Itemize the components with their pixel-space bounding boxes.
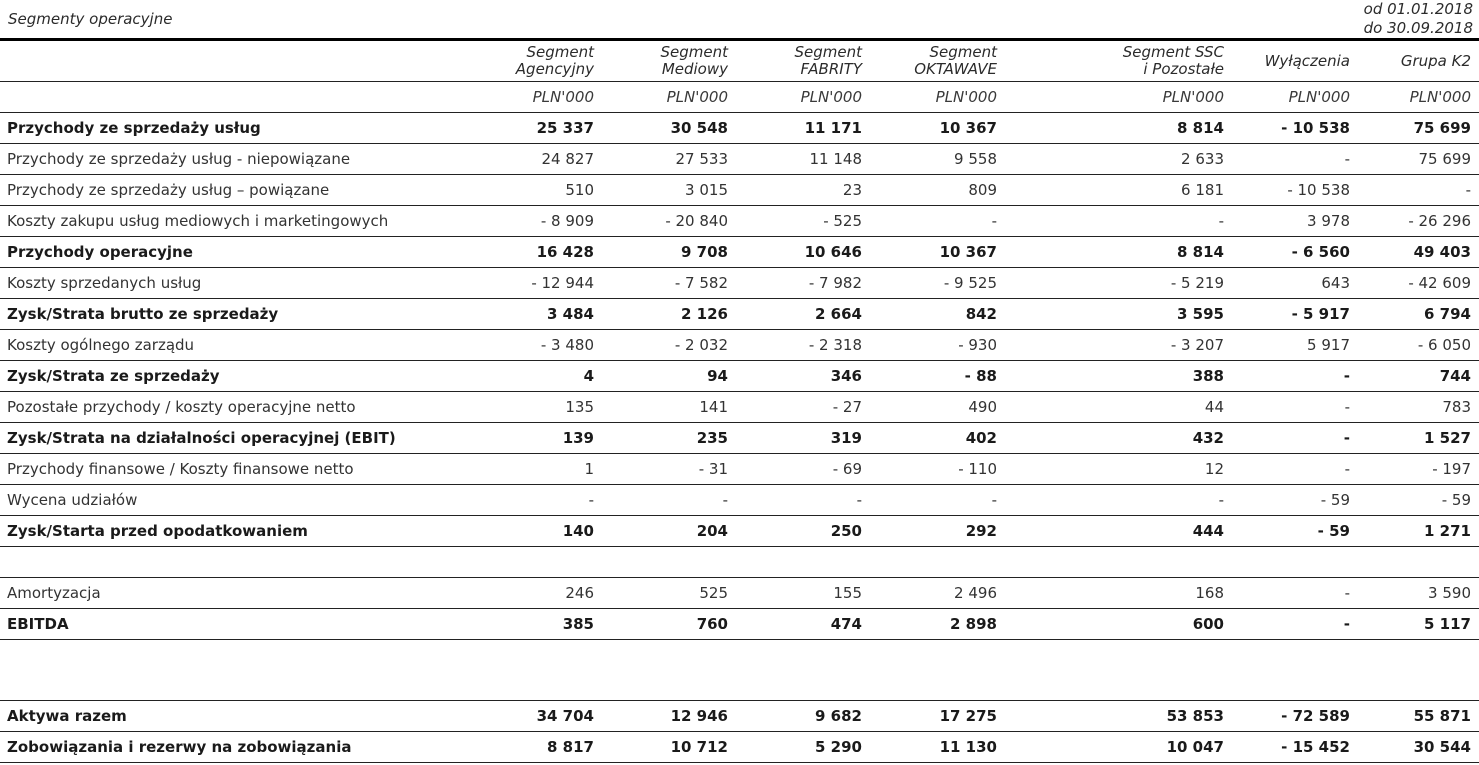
value-cell: - 20 840 <box>602 206 736 237</box>
value-cell: 319 <box>736 423 870 454</box>
column-header-row <box>0 41 1479 82</box>
value-cell: - 525 <box>736 206 870 237</box>
value-cell: - <box>478 485 602 516</box>
table-row <box>0 113 1479 144</box>
value-cell: - 15 452 <box>1232 732 1358 763</box>
value-cell: 140 <box>478 516 602 547</box>
value-cell: - 5 219 <box>1005 268 1232 299</box>
value-cell: - 69 <box>736 454 870 485</box>
value-cell: 643 <box>1232 268 1358 299</box>
col-header-grupa: Grupa K2 <box>1358 41 1479 82</box>
value-cell: 16 428 <box>478 237 602 268</box>
value-cell: 246 <box>478 578 602 609</box>
value-cell: 24 827 <box>478 144 602 175</box>
value-cell: 474 <box>736 609 870 640</box>
value-cell: - 5 917 <box>1232 299 1358 330</box>
value-cell: 2 898 <box>870 609 1005 640</box>
value-cell: 3 015 <box>602 175 736 206</box>
value-cell: 34 704 <box>478 701 602 732</box>
unit-cell: PLN'000 <box>1358 82 1479 113</box>
value-cell: 510 <box>478 175 602 206</box>
row-label: Zysk/Strata na działalności operacyjnej (EBIT) <box>0 423 478 454</box>
value-cell: - <box>1232 361 1358 392</box>
value-cell: - 2 318 <box>736 330 870 361</box>
table-row <box>0 144 1479 175</box>
value-cell: 12 <box>1005 454 1232 485</box>
value-cell: 2 496 <box>870 578 1005 609</box>
value-cell: - 7 582 <box>602 268 736 299</box>
value-cell: - <box>736 485 870 516</box>
table-row <box>0 701 1479 732</box>
value-cell: 3 484 <box>478 299 602 330</box>
value-cell: 6 181 <box>1005 175 1232 206</box>
value-cell: 3 978 <box>1232 206 1358 237</box>
value-cell: - 59 <box>1358 485 1479 516</box>
value-cell: 783 <box>1358 392 1479 423</box>
value-cell: - <box>870 485 1005 516</box>
value-cell: 235 <box>602 423 736 454</box>
row-label: Zysk/Strata ze sprzedaży <box>0 361 478 392</box>
row-label: Przychody finansowe / Koszty finansowe netto <box>0 454 478 485</box>
value-cell: 17 275 <box>870 701 1005 732</box>
table-row <box>0 732 1479 763</box>
value-cell: 432 <box>1005 423 1232 454</box>
col-header-fabrity: Segment FABRITY <box>736 41 870 82</box>
value-cell: 204 <box>602 516 736 547</box>
table-row <box>0 485 1479 516</box>
value-cell: 49 403 <box>1358 237 1479 268</box>
unit-cell: PLN'000 <box>602 82 736 113</box>
table-row <box>0 516 1479 547</box>
page-title: Segmenty operacyjne <box>8 10 173 28</box>
value-cell: 10 646 <box>736 237 870 268</box>
value-cell: - 42 609 <box>1358 268 1479 299</box>
row-label: EBITDA <box>0 609 478 640</box>
row-label: Pozostałe przychody / koszty operacyjne netto <box>0 392 478 423</box>
value-cell: - 197 <box>1358 454 1479 485</box>
value-cell: 23 <box>736 175 870 206</box>
value-cell: - 59 <box>1232 516 1358 547</box>
value-cell: - 26 296 <box>1358 206 1479 237</box>
value-cell: 5 290 <box>736 732 870 763</box>
value-cell: - 72 589 <box>1232 701 1358 732</box>
value-cell: - <box>1005 206 1232 237</box>
value-cell: 250 <box>736 516 870 547</box>
col-header-oktawave: Segment OKTAWAVE <box>870 41 1005 82</box>
value-cell: 155 <box>736 578 870 609</box>
table-row <box>0 392 1479 423</box>
value-cell: 30 548 <box>602 113 736 144</box>
value-cell: 444 <box>1005 516 1232 547</box>
value-cell: - 2 032 <box>602 330 736 361</box>
table-row <box>0 609 1479 640</box>
row-label: Przychody ze sprzedaży usług – powiązane <box>0 175 478 206</box>
value-cell: - 10 538 <box>1232 113 1358 144</box>
table-row <box>0 454 1479 485</box>
value-cell: 55 871 <box>1358 701 1479 732</box>
value-cell: 9 708 <box>602 237 736 268</box>
value-cell: 402 <box>870 423 1005 454</box>
value-cell: 135 <box>478 392 602 423</box>
value-cell: 5 117 <box>1358 609 1479 640</box>
value-cell: 25 337 <box>478 113 602 144</box>
value-cell: 388 <box>1005 361 1232 392</box>
value-cell: 600 <box>1005 609 1232 640</box>
table-row <box>0 330 1479 361</box>
unit-cell: PLN'000 <box>870 82 1005 113</box>
value-cell: - 930 <box>870 330 1005 361</box>
value-cell: 12 946 <box>602 701 736 732</box>
value-cell: 53 853 <box>1005 701 1232 732</box>
value-cell: - <box>1005 485 1232 516</box>
value-cell: - 6 560 <box>1232 237 1358 268</box>
col-header-mediowy: Segment Mediowy <box>602 41 736 82</box>
value-cell: - <box>1232 454 1358 485</box>
value-cell: - 3 207 <box>1005 330 1232 361</box>
col-header-ssc: Segment SSC i Pozostałe <box>1005 41 1232 82</box>
value-cell: 1 271 <box>1358 516 1479 547</box>
value-cell: - 8 909 <box>478 206 602 237</box>
value-cell: 3 595 <box>1005 299 1232 330</box>
row-label: Zobowiązania i rezerwy na zobowiązania <box>0 732 478 763</box>
value-cell: 760 <box>602 609 736 640</box>
row-label: Przychody ze sprzedaży usług <box>0 113 478 144</box>
value-cell: 1 <box>478 454 602 485</box>
table-row <box>0 268 1479 299</box>
value-cell: 27 533 <box>602 144 736 175</box>
table-row <box>0 423 1479 454</box>
value-cell: 11 148 <box>736 144 870 175</box>
value-cell: 292 <box>870 516 1005 547</box>
segments-table <box>0 41 1479 763</box>
value-cell: 30 544 <box>1358 732 1479 763</box>
value-cell: - 31 <box>602 454 736 485</box>
value-cell: - 27 <box>736 392 870 423</box>
value-cell: - 7 982 <box>736 268 870 299</box>
value-cell: 10 367 <box>870 237 1005 268</box>
value-cell: - <box>602 485 736 516</box>
value-cell: 2 633 <box>1005 144 1232 175</box>
col-header-agencyjny: Segment Agencyjny <box>478 41 602 82</box>
value-cell: 346 <box>736 361 870 392</box>
value-cell: - 12 944 <box>478 268 602 299</box>
value-cell: - <box>1232 423 1358 454</box>
value-cell: - <box>1232 144 1358 175</box>
table-row <box>0 175 1479 206</box>
period-to: do 30.09.2018 <box>1363 19 1473 37</box>
value-cell: 168 <box>1005 578 1232 609</box>
value-cell: - 110 <box>870 454 1005 485</box>
value-cell: - 88 <box>870 361 1005 392</box>
value-cell: 490 <box>870 392 1005 423</box>
row-label: Przychody ze sprzedaży usług - niepowiązane <box>0 144 478 175</box>
value-cell: - 3 480 <box>478 330 602 361</box>
value-cell: 2 664 <box>736 299 870 330</box>
value-cell: - 10 538 <box>1232 175 1358 206</box>
value-cell: 10 712 <box>602 732 736 763</box>
value-cell: 141 <box>602 392 736 423</box>
value-cell: 3 590 <box>1358 578 1479 609</box>
unit-cell: PLN'000 <box>1005 82 1232 113</box>
row-label: Przychody operacyjne <box>0 237 478 268</box>
value-cell: 139 <box>478 423 602 454</box>
value-cell: 75 699 <box>1358 144 1479 175</box>
value-cell: - <box>1232 578 1358 609</box>
value-cell: 2 126 <box>602 299 736 330</box>
value-cell: 6 794 <box>1358 299 1479 330</box>
row-label: Zysk/Strata brutto ze sprzedaży <box>0 299 478 330</box>
table-row <box>0 299 1479 330</box>
value-cell: 75 699 <box>1358 113 1479 144</box>
value-cell: 5 917 <box>1232 330 1358 361</box>
value-cell: 94 <box>602 361 736 392</box>
value-cell: 9 682 <box>736 701 870 732</box>
value-cell: 8 814 <box>1005 113 1232 144</box>
value-cell: 385 <box>478 609 602 640</box>
col-header-wylaczenia: Wyłączenia <box>1232 41 1358 82</box>
value-cell: - 6 050 <box>1358 330 1479 361</box>
period-range <box>1364 0 1473 38</box>
unit-cell: PLN'000 <box>478 82 602 113</box>
value-cell: 10 367 <box>870 113 1005 144</box>
value-cell: 809 <box>870 175 1005 206</box>
spacer-row <box>0 547 1479 578</box>
value-cell: 9 558 <box>870 144 1005 175</box>
row-label: Koszty zakupu usług mediowych i marketingowych <box>0 206 478 237</box>
spacer-row <box>0 640 1479 701</box>
row-label: Koszty sprzedanych usług <box>0 268 478 299</box>
table-row <box>0 237 1479 268</box>
label-column-header <box>0 41 478 82</box>
value-cell: 44 <box>1005 392 1232 423</box>
period-from: od 01.01.2018 <box>1363 0 1473 18</box>
table-row <box>0 206 1479 237</box>
unit-cell: PLN'000 <box>736 82 870 113</box>
unit-row <box>0 82 1479 113</box>
value-cell: - 59 <box>1232 485 1358 516</box>
value-cell: 4 <box>478 361 602 392</box>
table-row <box>0 361 1479 392</box>
value-cell: - <box>1232 609 1358 640</box>
value-cell: - 9 525 <box>870 268 1005 299</box>
row-label: Aktywa razem <box>0 701 478 732</box>
value-cell: 8 814 <box>1005 237 1232 268</box>
unit-cell: PLN'000 <box>1232 82 1358 113</box>
value-cell: - <box>870 206 1005 237</box>
value-cell: 11 130 <box>870 732 1005 763</box>
row-label: Wycena udziałów <box>0 485 478 516</box>
value-cell: - <box>1358 175 1479 206</box>
value-cell: 1 527 <box>1358 423 1479 454</box>
value-cell: 10 047 <box>1005 732 1232 763</box>
row-label: Zysk/Starta przed opodatkowaniem <box>0 516 478 547</box>
value-cell: 11 171 <box>736 113 870 144</box>
value-cell: - <box>1232 392 1358 423</box>
row-label: Koszty ogólnego zarządu <box>0 330 478 361</box>
row-label: Amortyzacja <box>0 578 478 609</box>
value-cell: 8 817 <box>478 732 602 763</box>
value-cell: 744 <box>1358 361 1479 392</box>
value-cell: 842 <box>870 299 1005 330</box>
table-row <box>0 578 1479 609</box>
value-cell: 525 <box>602 578 736 609</box>
